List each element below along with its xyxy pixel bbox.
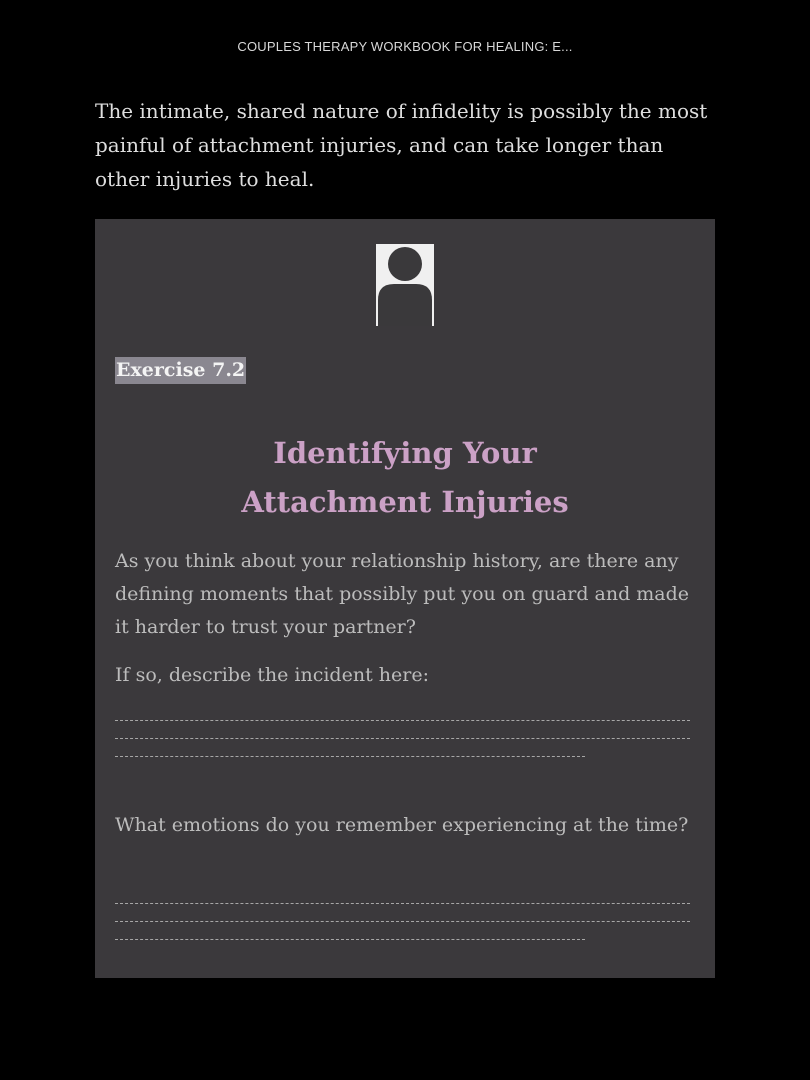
intro-paragraph: The intimate, shared nature of infidelity is possibly the most painful of attachment injuries, and can take longer than other injuries to heal. xyxy=(95,99,708,191)
answer-line xyxy=(115,903,690,905)
answer-line xyxy=(115,720,690,722)
answer-lines-1[interactable] xyxy=(115,705,690,774)
exercise-title-line-1: Identifying Your xyxy=(273,436,537,470)
book-title-header: COUPLES THERAPY WORKBOOK FOR HEALING: E... xyxy=(237,39,573,54)
exercise-box xyxy=(95,219,715,978)
exercise-label: Exercise 7.2 xyxy=(115,357,246,384)
answer-line xyxy=(115,921,690,923)
question-1: As you think about your relationship history, are there any defining moments that possibly put you on guard and made it harder to trust your partner? xyxy=(115,550,690,638)
answer-line xyxy=(115,756,585,758)
question-2: What emotions do you remember experiencing at the time? xyxy=(115,814,689,836)
exercise-title-line-2: Attachment Injuries xyxy=(241,485,569,519)
answer-lines-2[interactable] xyxy=(115,888,690,957)
avatar-icon xyxy=(376,244,434,326)
exercise-title xyxy=(95,429,715,527)
answer-line xyxy=(115,939,585,941)
prompt-1: If so, describe the incident here: xyxy=(115,664,429,686)
answer-line xyxy=(115,738,690,740)
